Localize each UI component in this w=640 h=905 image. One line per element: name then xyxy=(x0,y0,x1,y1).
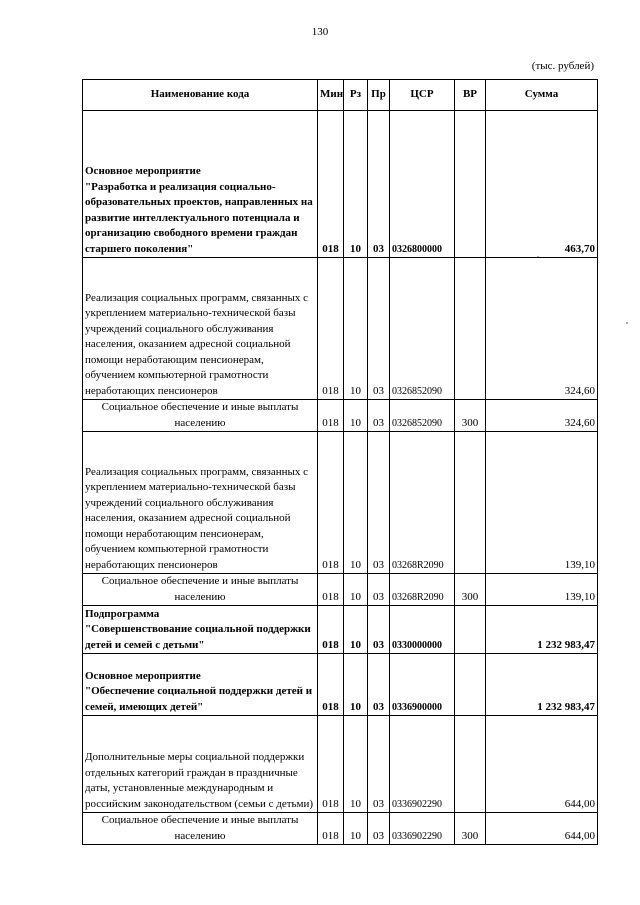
row-rz: 10 xyxy=(344,654,368,716)
table-row xyxy=(83,258,598,400)
row-pr: 03 xyxy=(368,400,390,432)
row-rz: 10 xyxy=(344,258,368,400)
header-vr: ВР xyxy=(455,80,486,111)
row-vr xyxy=(455,654,486,716)
row-sum: 324,60 xyxy=(486,400,598,432)
row-vr: 300 xyxy=(455,574,486,606)
budget-table xyxy=(82,79,598,845)
row-vr: 300 xyxy=(455,400,486,432)
row-csr: 0336902290 xyxy=(390,813,455,845)
row-rz: 10 xyxy=(344,111,368,258)
row-min: 018 xyxy=(318,111,344,258)
row-vr xyxy=(455,432,486,574)
row-vr xyxy=(455,258,486,400)
row-sum: 1 232 983,47 xyxy=(486,654,598,716)
row-name: Социальное обеспечение и иные выплаты населению xyxy=(83,574,318,606)
row-sum: 139,10 xyxy=(486,432,598,574)
table-row xyxy=(83,111,598,258)
row-min: 018 xyxy=(318,400,344,432)
page-number: 130 xyxy=(311,26,329,38)
row-pr: 03 xyxy=(368,654,390,716)
row-rz: 10 xyxy=(344,606,368,654)
row-min: 018 xyxy=(318,606,344,654)
row-rz: 10 xyxy=(344,400,368,432)
row-pr: 03 xyxy=(368,606,390,654)
row-min: 018 xyxy=(318,813,344,845)
row-name: Социальное обеспечение и иные выплаты населению xyxy=(83,400,318,432)
row-sum: 644,00 xyxy=(486,716,598,813)
row-min: 018 xyxy=(318,574,344,606)
row-min: 018 xyxy=(318,654,344,716)
row-sum: 139,10 xyxy=(486,574,598,606)
row-csr: 0326800000 xyxy=(390,111,455,258)
row-vr xyxy=(455,716,486,813)
row-name: Подпрограмма "Совершенствование социальной поддержки детей и семей с детьми" xyxy=(83,606,318,654)
table-row xyxy=(83,400,598,432)
row-rz: 10 xyxy=(344,432,368,574)
row-vr xyxy=(455,606,486,654)
header-min: Мин xyxy=(318,80,344,111)
table-row xyxy=(83,716,598,813)
row-pr: 03 xyxy=(368,716,390,813)
row-csr: 03268R2090 xyxy=(390,432,455,574)
row-csr: 0336900000 xyxy=(390,654,455,716)
row-pr: 03 xyxy=(368,258,390,400)
row-csr: 0330000000 xyxy=(390,606,455,654)
row-rz: 10 xyxy=(344,813,368,845)
row-pr: 03 xyxy=(368,111,390,258)
table-row xyxy=(83,574,598,606)
row-rz: 10 xyxy=(344,716,368,813)
row-pr: 03 xyxy=(368,813,390,845)
row-pr: 03 xyxy=(368,432,390,574)
header-pr: Пр xyxy=(368,80,390,111)
table-row xyxy=(83,654,598,716)
row-csr: 0326852090 xyxy=(390,400,455,432)
table-header-row xyxy=(83,80,598,111)
scan-speck xyxy=(626,322,628,324)
header-sum: Сумма xyxy=(486,80,598,111)
row-min: 018 xyxy=(318,258,344,400)
row-csr: 03268R2090 xyxy=(390,574,455,606)
table-row xyxy=(83,606,598,654)
header-csr: ЦСР xyxy=(390,80,455,111)
row-vr: 300 xyxy=(455,813,486,845)
row-csr: 0326852090 xyxy=(390,258,455,400)
units-note: (тыс. рублей) xyxy=(531,60,594,72)
row-csr: 0336902290 xyxy=(390,716,455,813)
row-name: Социальное обеспечение и иные выплаты населению xyxy=(83,813,318,845)
row-name: Основное мероприятие "Разработка и реализация социально-образовательных проектов, направленных на развитие интеллектуального потенциала и организацию свободного времени граждан старшего поколения" xyxy=(83,111,318,258)
table-row xyxy=(83,813,598,845)
row-name: Реализация социальных программ, связанных с укреплением материально-технической базы учреждений социального обслуживания населения, оказанием адресной социальной помощи неработающим пенсионерам, обучением компьютерной грамотности неработающих пенсионеров xyxy=(83,432,318,574)
row-min: 018 xyxy=(318,432,344,574)
row-name: Основное мероприятие "Обеспечение социальной поддержки детей и семей, имеющих детей" xyxy=(83,654,318,716)
row-sum: 463,70 xyxy=(486,111,598,258)
row-name: Дополнительные меры социальной поддержки отдельных категорий граждан в праздничные даты, установленные международным и российским законодательством (семьи с детьми) xyxy=(83,716,318,813)
row-sum: 1 232 983,47 xyxy=(486,606,598,654)
row-sum: 644,00 xyxy=(486,813,598,845)
row-sum: 324,60 xyxy=(486,258,598,400)
header-name: Наименование кода xyxy=(83,80,318,111)
row-name: Реализация социальных программ, связанных с укреплением материально-технической базы учреждений социального обслуживания населения, оказанием адресной социальной помощи неработающим пенсионерам, обучением компьютерной грамотности неработающих пенсионеров xyxy=(83,258,318,400)
table-row xyxy=(83,432,598,574)
row-rz: 10 xyxy=(344,574,368,606)
header-rz: Рз xyxy=(344,80,368,111)
row-vr xyxy=(455,111,486,258)
row-pr: 03 xyxy=(368,574,390,606)
row-min: 018 xyxy=(318,716,344,813)
